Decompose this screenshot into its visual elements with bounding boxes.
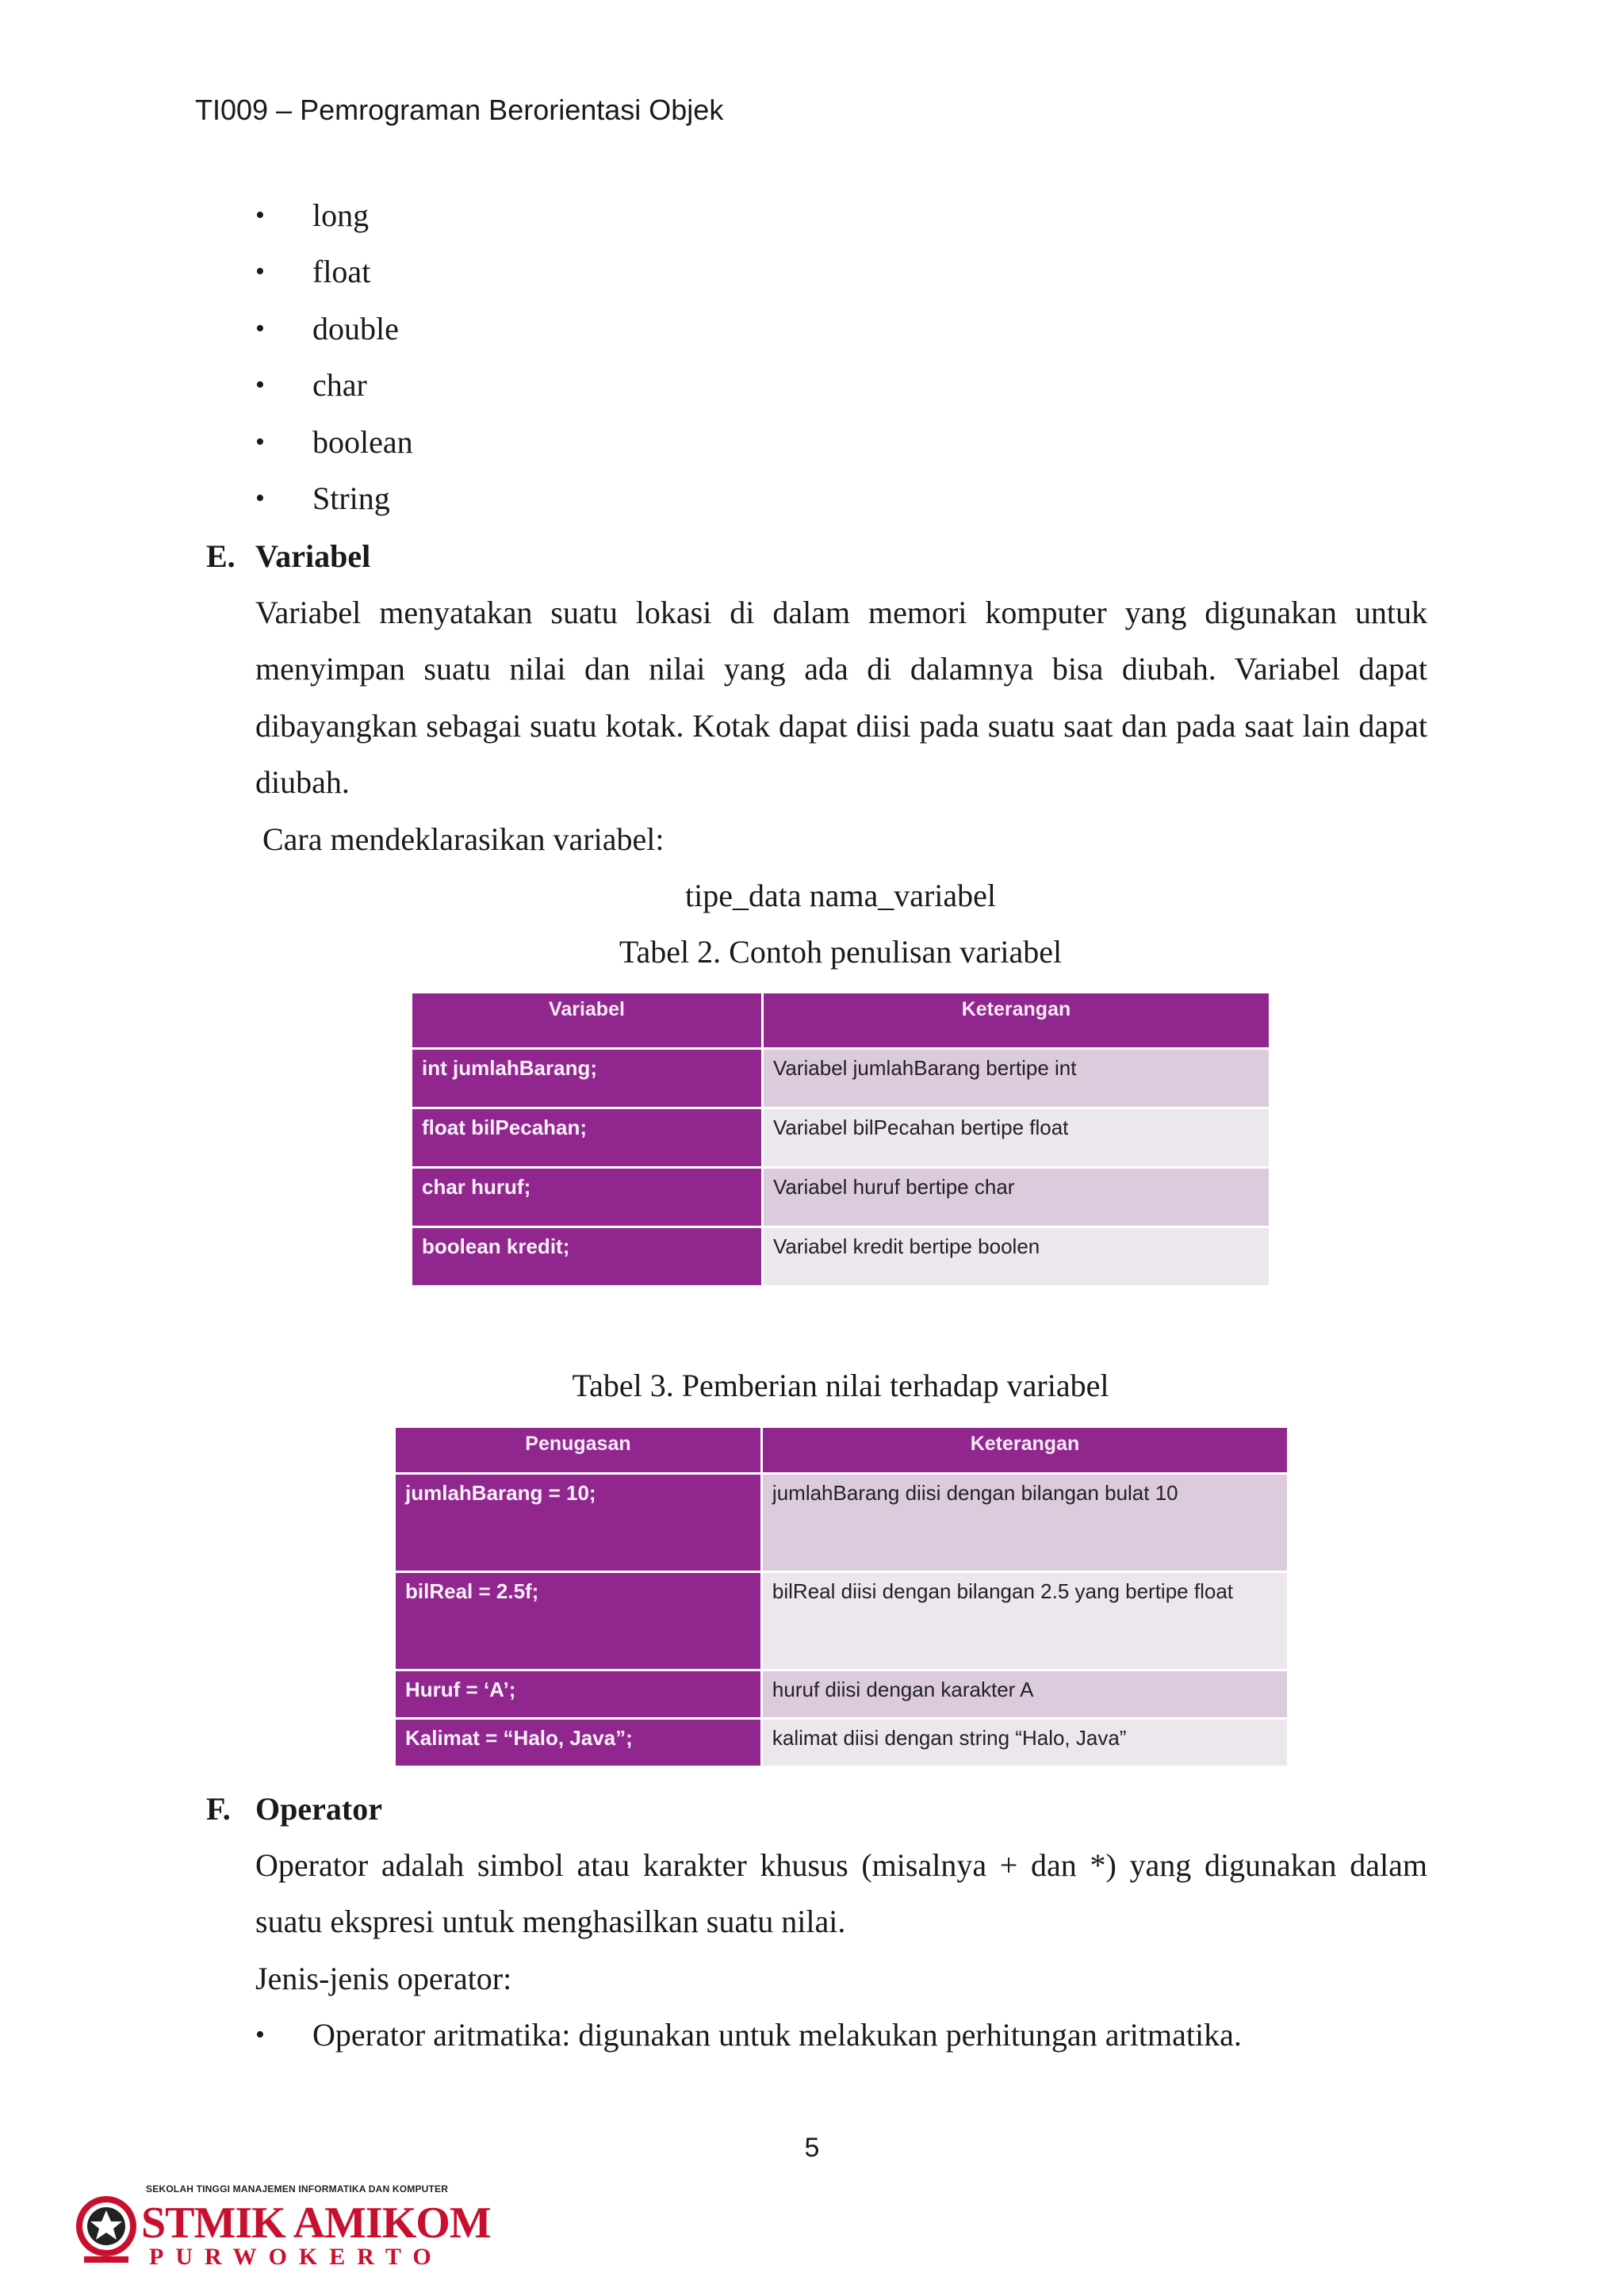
- declare-intro: Cara mendeklarasikan variabel:: [262, 821, 665, 857]
- operator-list-item: [255, 2007, 1242, 2063]
- table-variable-examples: [410, 991, 1271, 1288]
- bullet-icon: •: [255, 483, 265, 513]
- table2-header-keterangan: Keterangan: [764, 993, 1269, 1047]
- data-type-list: [255, 187, 413, 526]
- page-number: 5: [804, 2133, 820, 2163]
- data-type-item: [255, 414, 413, 470]
- bullet-icon: •: [255, 370, 265, 400]
- table-row: [412, 1169, 1269, 1226]
- section-e-paragraph: Variabel menyatakan suatu lokasi di dalam memori komputer yang digunakan untuk menyimpan suatu nilai dan nilai yang ada di dalamnya bisa diubah. Variabel dapat dibayangkan sebagai suatu kotak. Kotak dapat diisi pada suatu saat dan pada saat lain dapat diubah.: [255, 595, 1427, 801]
- table-cell-code: int jumlahBarang;: [412, 1050, 761, 1107]
- section-e-letter: E.: [206, 538, 236, 574]
- data-type-item: [255, 300, 413, 357]
- operator-types-intro: Jenis-jenis operator:: [255, 1961, 512, 1996]
- data-type-item: [255, 470, 413, 526]
- logo-tagline: SEKOLAH TINGGI MANAJEMEN INFORMATIKA DAN KOMPUTER: [146, 2183, 449, 2195]
- data-type-label: char: [312, 367, 367, 404]
- data-type-item: [255, 243, 413, 300]
- table-cell-description: kalimat diisi dengan string “Halo, Java”: [763, 1720, 1287, 1766]
- data-type-label: String: [312, 480, 390, 516]
- table3-header-penugasan: Penugasan: [396, 1428, 760, 1472]
- table-cell-code: Huruf = ‘A’;: [396, 1671, 760, 1717]
- table-cell-code: char huruf;: [412, 1169, 761, 1226]
- table-assignment-examples: [393, 1425, 1289, 1768]
- table-row: [396, 1573, 1287, 1669]
- table-cell-code: jumlahBarang = 10;: [396, 1475, 760, 1571]
- data-type-item: [255, 357, 413, 413]
- bullet-icon: •: [255, 257, 265, 287]
- section-f-paragraph: Operator adalah simbol atau karakter khusus (misalnya + dan *) yang digunakan dalam suatu ekspresi untuk menghasilkan suatu nilai.: [255, 1847, 1427, 1940]
- table-cell-code: float bilPecahan;: [412, 1109, 761, 1166]
- section-e-heading: [206, 528, 370, 584]
- table3-caption: Tabel 3. Pemberian nilai terhadap variabel: [572, 1368, 1109, 1403]
- table-cell-description: jumlahBarang diisi dengan bilangan bulat 10: [763, 1475, 1287, 1571]
- operator-list: [255, 2007, 1242, 2063]
- table-cell-code: bilReal = 2.5f;: [396, 1573, 760, 1669]
- table3-header-keterangan: Keterangan: [763, 1428, 1287, 1472]
- table-cell-code: Kalimat = “Halo, Java”;: [396, 1720, 760, 1766]
- data-type-label: float: [312, 254, 371, 290]
- table-row: [396, 1720, 1287, 1766]
- table-row: [396, 1475, 1287, 1571]
- table2-header-variabel: Variabel: [412, 993, 761, 1047]
- section-e-title: Variabel: [255, 538, 371, 574]
- section-f-letter: F.: [206, 1791, 231, 1827]
- table-row: [412, 1109, 1269, 1166]
- data-type-label: long: [312, 197, 370, 233]
- section-f-title: Operator: [255, 1791, 382, 1827]
- table-cell-description: Variabel kredit bertipe boolen: [764, 1228, 1269, 1285]
- data-type-label: double: [312, 310, 399, 346]
- operator-arithmetic-text: Operator aritmatika: digunakan untuk melakukan perhitungan aritmatika.: [312, 2017, 1242, 2053]
- logo-name: STMIK AMIKOM: [141, 2198, 491, 2248]
- data-type-item: [255, 187, 413, 243]
- bullet-icon: •: [255, 427, 265, 457]
- table2-caption: Tabel 2. Contoh penulisan variabel: [619, 934, 1063, 970]
- footer-logo: [73, 2180, 491, 2275]
- table-cell-code: boolean kredit;: [412, 1228, 761, 1285]
- bullet-icon: •: [255, 201, 265, 230]
- declare-syntax: tipe_data nama_variabel: [684, 878, 997, 913]
- bullet-icon: •: [255, 2020, 265, 2049]
- document-header: TI009 – Pemrograman Berorientasi Objek: [195, 94, 724, 126]
- college-emblem-icon: [73, 2180, 140, 2267]
- data-type-label: boolean: [312, 423, 413, 460]
- section-f-heading: [206, 1781, 382, 1837]
- table-row: [412, 1050, 1269, 1107]
- table-row: [412, 1228, 1269, 1285]
- table-cell-description: Variabel jumlahBarang bertipe int: [764, 1050, 1269, 1107]
- table-cell-description: bilReal diisi dengan bilangan 2.5 yang bertipe float: [763, 1573, 1287, 1669]
- table-cell-description: huruf diisi dengan karakter A: [763, 1671, 1287, 1717]
- table-row: [396, 1671, 1287, 1717]
- bullet-icon: •: [255, 313, 265, 343]
- logo-city: PURWOKERTO: [149, 2244, 443, 2270]
- table-cell-description: Variabel bilPecahan bertipe float: [764, 1109, 1269, 1166]
- table-cell-description: Variabel huruf bertipe char: [764, 1169, 1269, 1226]
